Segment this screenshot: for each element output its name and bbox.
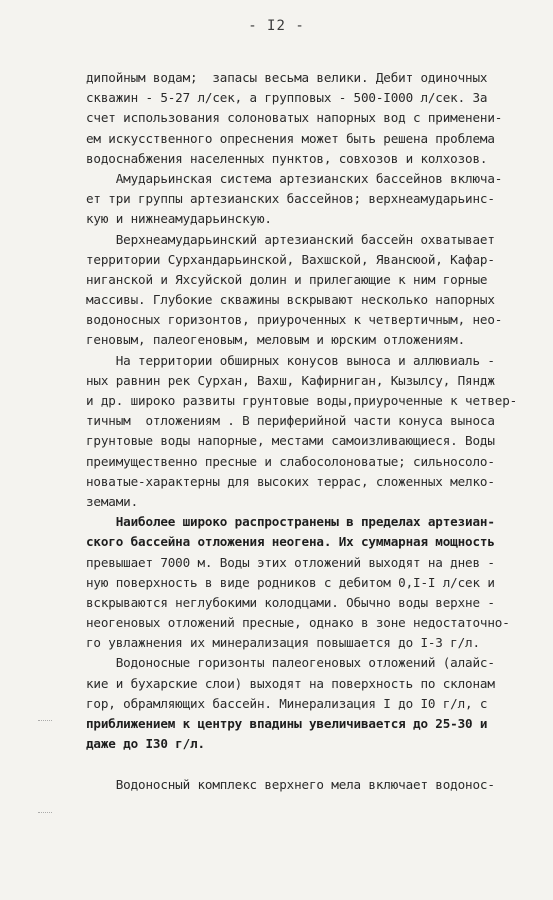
text-line: ниганской и Яхсуйской долин и прилегающие к ним горные — [86, 271, 488, 287]
text-line: неогеновых отложений пресные, однако в зоне недостаточно- — [86, 615, 510, 631]
margin-mark — [38, 812, 52, 815]
text-line: Наиболее широко распространены в пределах артезиан- — [86, 514, 495, 530]
margin-mark — [38, 720, 52, 723]
text-line: тичным отложениям . В периферийной части конуса выноса — [86, 413, 495, 429]
text-line: дипойным водам; запасы весьма велики. Дебит одиночных — [86, 70, 488, 85]
text-line: кие и бухарские слои) выходят на поверхность по склонам — [86, 675, 495, 691]
text-line: даже до I30 г/л. — [86, 736, 205, 752]
page-number: - I2 - — [248, 18, 305, 34]
text-line: го увлажнения их минерализация повышается до I-3 г/л. — [86, 635, 480, 651]
text-line: ского бассейна отложения неогена. Их суммарная мощность — [86, 534, 495, 550]
document-body — [86, 68, 534, 795]
text-line: гор, обрамляющих бассейн. Минерализация I до I0 г/л, с — [86, 695, 488, 711]
text-line: Водоносный комплекс верхнего мела включает водонос- — [86, 776, 495, 792]
text-line: территории Сурхандарьинской, Вахшской, Явансюой, Кафар- — [86, 251, 495, 267]
text-line: новатые-характерны для высоких террас, сложенных мелко- — [86, 473, 495, 489]
text-line: преимущественно пресные и слабосолоноватые; сильносоло- — [86, 453, 495, 469]
text-line: водоносных горизонтов, приуроченных к четвертичным, нео- — [86, 312, 503, 328]
text-line: массивы. Глубокие скважины вскрывают несколько напорных — [86, 292, 495, 308]
blank-line — [86, 754, 534, 774]
text-line: земами. — [86, 493, 139, 509]
text-line: Водоносные горизонты палеогеновых отложений (алайс- — [86, 655, 495, 671]
text-line: ную поверхность в виде родников с дебитом 0,I-I л/сек и — [86, 574, 495, 590]
text-line: вскрываются неглубокими колодцами. Обычно воды верхне - — [86, 594, 495, 610]
text-line: кую и нижнеамударьинскую. — [86, 211, 272, 227]
text-line: ем искусственного опреснения может быть решена проблема — [86, 130, 495, 146]
text-line: ет три группы артезианских бассейнов; верхнеамударьинс- — [86, 191, 495, 207]
text-line: водоснабжения населенных пунктов, совхозов и колхозов. — [86, 150, 488, 166]
text-line: На территории обширных конусов выноса и аллювиаль - — [86, 352, 495, 368]
text-line: Амударьинская система артезианских бассейнов включа- — [86, 170, 503, 186]
text-line: ных равнин рек Сурхан, Вахш, Кафирниган, Кызылсу, Пяндж — [86, 372, 495, 388]
text-line: грунтовые воды напорные, местами самоизливающиеся. Воды — [86, 433, 495, 449]
text-line: превышает 7000 м. Воды этих отложений выходят на днев - — [86, 554, 495, 570]
text-line: счет использования солоноватых напорных вод с применени- — [86, 110, 503, 126]
text-line: приближением к центру впадины увеличивается до 25-30 и — [86, 716, 488, 731]
text-line: Верхнеамударьинский артезианский бассейн охватывает — [86, 231, 495, 247]
text-line: геновым, палеогеновым, меловым и юрским отложениям. — [86, 332, 466, 348]
text-line: скважин - 5-27 л/сек, а групповых - 500-I000 л/сек. За — [86, 90, 488, 106]
text-line: и др. широко развиты грунтовые воды,приуроченные к четвер- — [86, 393, 518, 408]
